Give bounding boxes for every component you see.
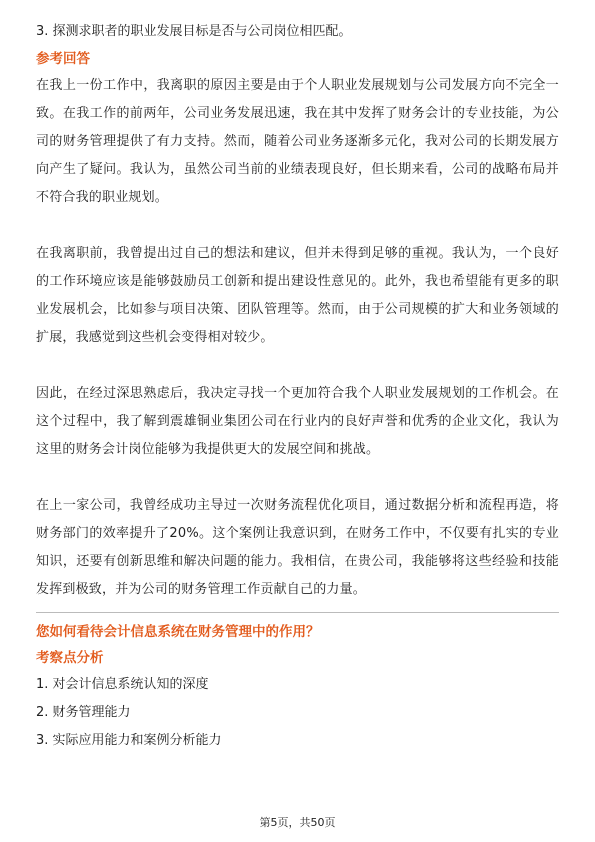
answer-paragraph-1: 在我上一份工作中，我离职的原因主要是由于个人职业发展规划与公司发展方向不完全一致。在我工作的前两年，公司业务发展迅速，我在其中发挥了财务会计的专业技能，为公司的财务管理提供了有力支持。然而，随着公司业务逐渐多元化，我对公司的长期发展方向产生了疑问。我认为，虽然公司当前的业绩表现良好，但长期来看，公司的战略布局并不符合我的职业规划。 xyxy=(36,78,559,205)
answer-paragraph-2: 在我离职前，我曾提出过自己的想法和建议，但并未得到足够的重视。我认为，一个良好的工作环境应该是能够鼓励员工创新和提出建设性意见的。此外，我也希望能有更多的职业发展机会，比如参与项目决策、团队管理等。然而，由于公司规模的扩大和业务领域的扩展，我感觉到这些机会变得相对较少。 xyxy=(36,246,559,345)
paragraph-gap xyxy=(36,352,559,380)
analysis-item-2: 2. 财务管理能力 xyxy=(36,705,131,720)
analysis-item-1: 1. 对会计信息系统认知的深度 xyxy=(36,677,209,692)
question-heading: 您如何看待会计信息系统在财务管理中的作用？ xyxy=(36,624,320,640)
paragraph-gap xyxy=(36,212,559,240)
page-number-footer: 第5页，共50页 xyxy=(259,816,336,829)
answer-paragraph-4: 在上一家公司，我曾经成功主导过一次财务流程优化项目，通过数据分析和流程再造，将财务部门的效率提升了20%。这个案例让我意识到，在财务工作中，不仅要有扎实的专业知识，还要有创新思维和解决问题的能力。我相信，在贵公司，我能够将这些经验和技能发挥到极致，并为公司的财务管理工作贡献自己的力量。 xyxy=(36,498,559,597)
paragraph-gap xyxy=(36,464,559,492)
analysis-item-3: 3. 实际应用能力和案例分析能力 xyxy=(36,733,222,748)
list-item-top: 3. 探测求职者的职业发展目标是否与公司岗位相匹配。 xyxy=(36,24,352,39)
answer-paragraph-3: 因此，在经过深思熟虑后，我决定寻找一个更加符合我个人职业发展规划的工作机会。在这个过程中，我了解到震雄铜业集团公司在行业内的良好声誉和优秀的企业文化，我认为这里的财务会计岗位能够为我提供更大的发展空间和挑战。 xyxy=(36,386,559,457)
section-divider xyxy=(36,612,559,613)
page-content xyxy=(36,18,559,755)
analysis-heading: 考察点分析 xyxy=(36,650,104,666)
answer-heading: 参考回答 xyxy=(36,51,90,67)
